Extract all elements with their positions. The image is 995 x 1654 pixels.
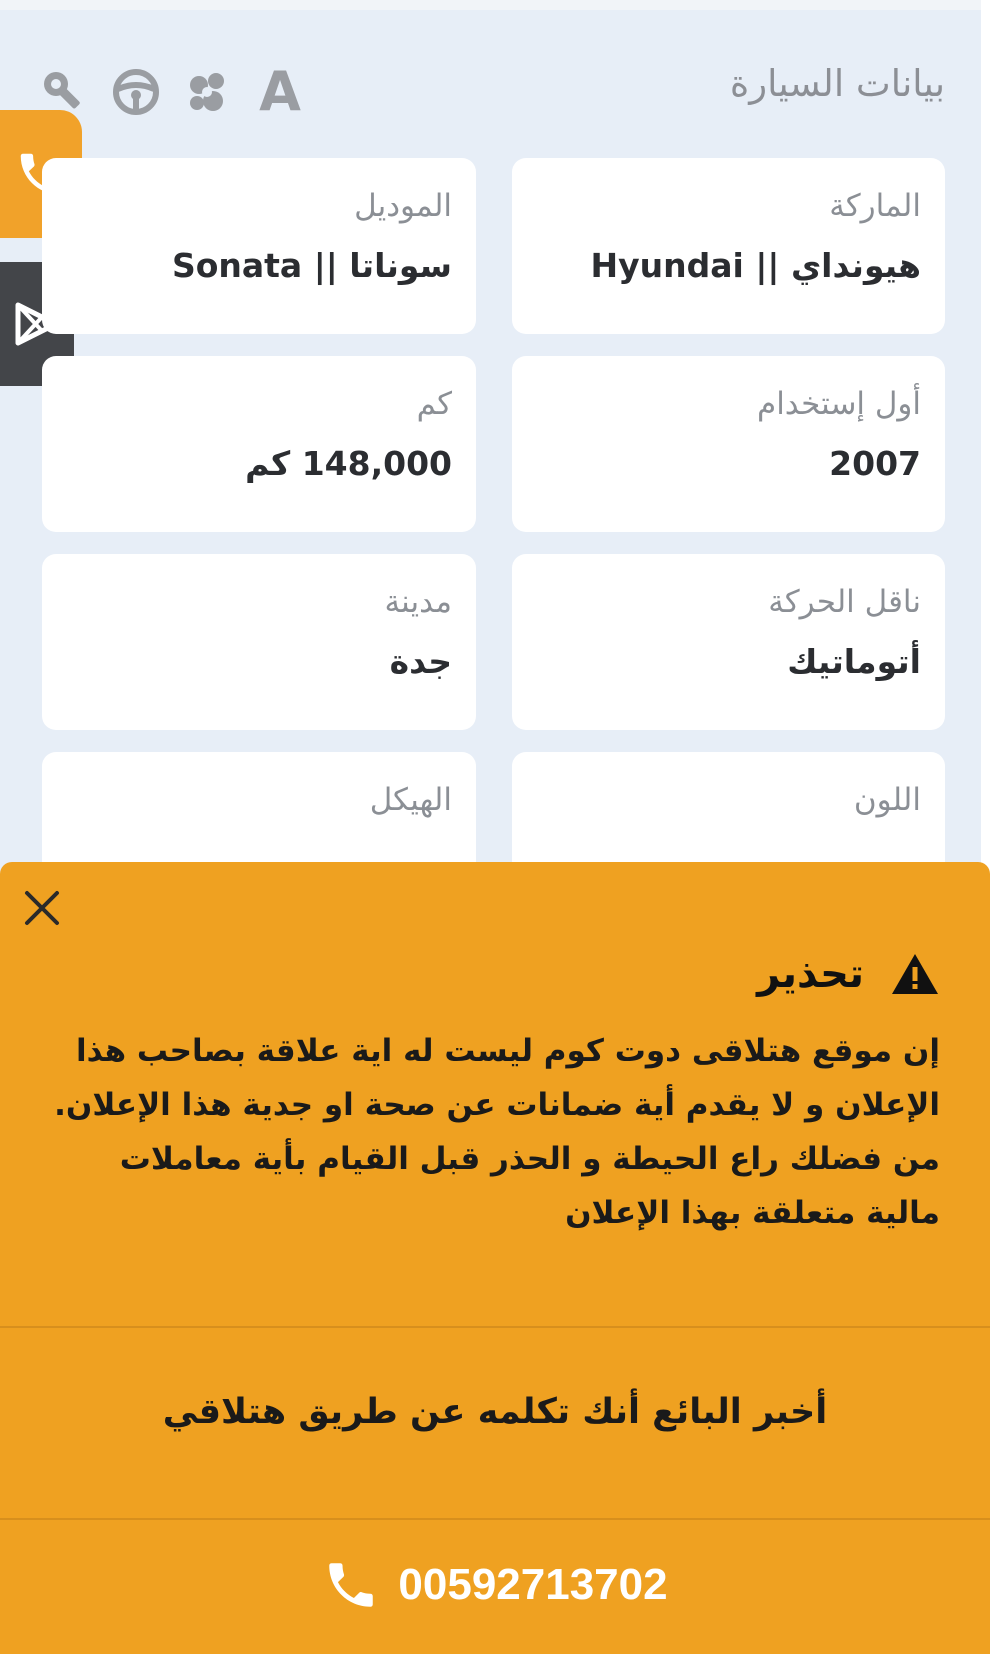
warning-header <box>757 944 940 1004</box>
card-label: الموديل <box>354 188 452 224</box>
card-label: مدينة <box>384 584 452 620</box>
tell-seller-text: أخبر البائع أنك تكلمه عن طريق هتلاقي <box>162 1392 828 1432</box>
card-label: كم <box>416 386 452 422</box>
card-brand <box>512 158 945 334</box>
close-button[interactable] <box>18 884 66 932</box>
card-value: سوناتا || Sonata <box>171 246 452 285</box>
card-value: هيونداي || Hyundai <box>590 246 921 285</box>
card-model <box>42 158 476 334</box>
phone-icon <box>322 1556 380 1614</box>
card-label: أول إستخدام <box>757 386 921 422</box>
divider <box>0 1326 990 1328</box>
spec-icons-row <box>38 62 306 122</box>
top-strip <box>0 0 995 10</box>
card-value: 148,000 كم <box>245 444 452 483</box>
card-label: الهيكل <box>369 782 452 818</box>
warning-icon <box>890 952 940 996</box>
card-km <box>42 356 476 532</box>
card-label: ناقل الحركة <box>768 584 921 620</box>
card-value: 2007 <box>829 444 921 483</box>
phone-number: 00592713702 <box>398 1560 668 1609</box>
font-size-icon: A <box>259 60 301 123</box>
close-icon <box>23 889 61 927</box>
section-title: بيانات السيارة <box>729 62 945 105</box>
warning-sheet <box>0 862 990 1654</box>
card-city <box>42 554 476 730</box>
card-value: جدة <box>389 642 452 681</box>
warning-text: إن موقع هتلاقى دوت كوم ليست له اية علاقة بصاحب هذا الإعلان و لا يقدم أية ضمانات عن صحة او جدية هذا الإعلان. من فضلك راع الحيطة و الحذر قبل القيام بأية معاملات مالية متعلقة بهذا الإعلان <box>54 1033 940 1231</box>
engine-icon <box>182 66 234 118</box>
card-first-use <box>512 356 945 532</box>
card-label: الماركة <box>829 188 921 224</box>
divider <box>0 1518 990 1520</box>
card-transmission <box>512 554 945 730</box>
steering-wheel-icon <box>110 66 162 118</box>
warning-title: تحذير <box>757 951 864 997</box>
card-value: أتوماتيك <box>787 642 921 681</box>
call-seller-button[interactable] <box>0 1552 990 1618</box>
card-label: اللون <box>853 782 921 818</box>
